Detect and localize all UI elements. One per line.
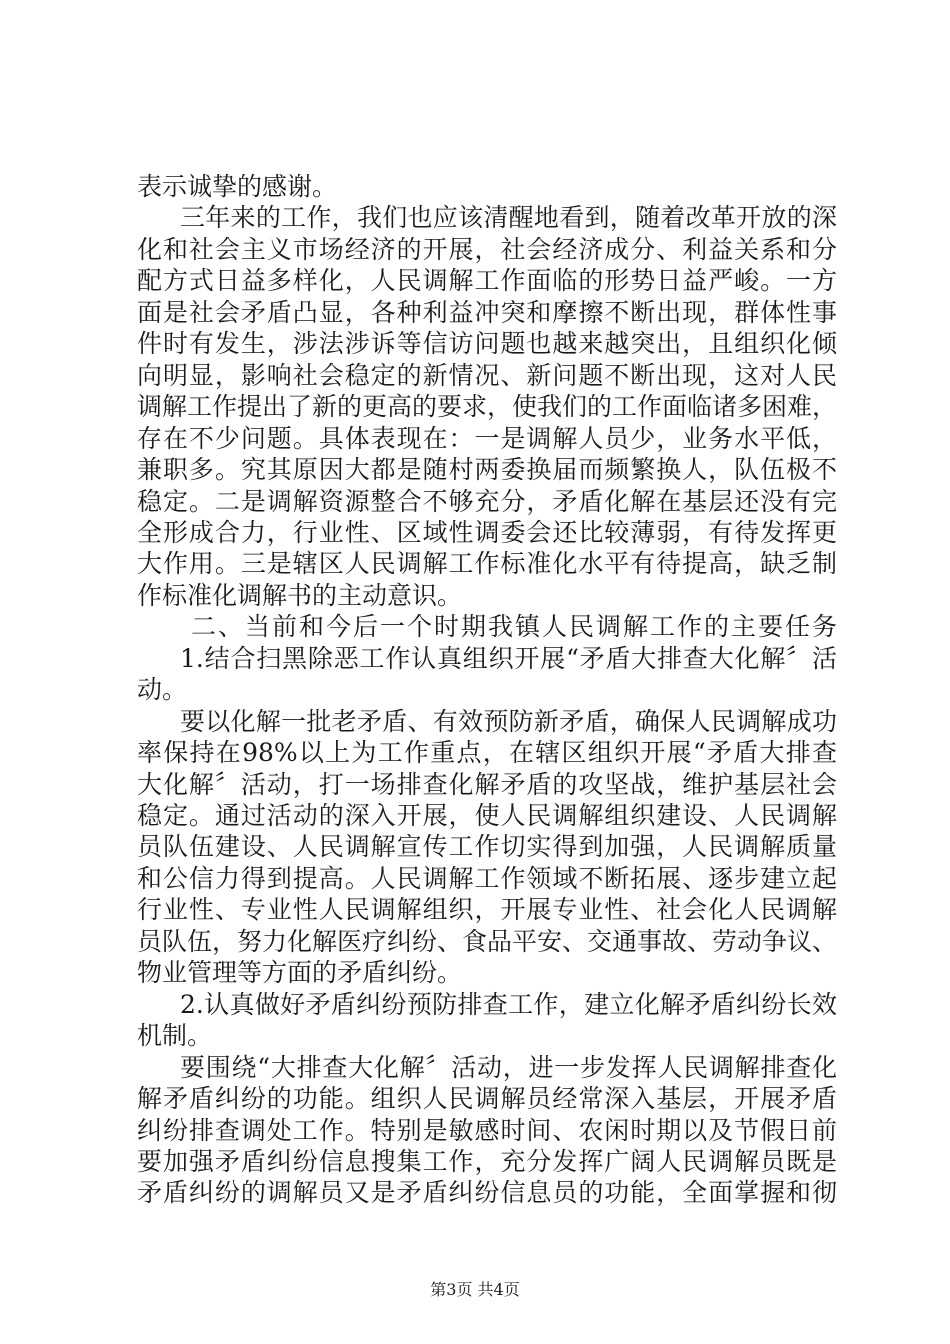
text-line: 三年来的工作，我们也应该清醒地看到，随着改革开放的深: [180, 203, 837, 232]
text-line: 物业管理等方面的矛盾纠纷。: [137, 958, 463, 987]
text-line: 率保持在98%以上为工作重点，在辖区组织开展“矛盾大排查: [137, 738, 837, 767]
text-line: 解矛盾纠纷的功能。组织人民调解员经常深入基层，开展矛盾: [137, 1084, 837, 1113]
text-line: 员队伍建设、人民调解宣传工作切实得到加强，人民调解质量: [137, 832, 837, 861]
text-line: 要以化解一批老矛盾、有效预防新矛盾，确保人民调解成功: [180, 707, 837, 736]
text-line: 调解工作提出了新的更高的要求，使我们的工作面临诸多困难，: [137, 392, 837, 421]
text-line: 二、当前和今后一个时期我镇人民调解工作的主要任务: [191, 612, 837, 641]
text-line: 2.认真做好矛盾纠纷预防排查工作，建立化解矛盾纠纷长效: [180, 990, 837, 1019]
text-line: 动。: [137, 675, 188, 704]
text-line: 面是社会矛盾凸显，各种利益冲突和摩擦不断出现，群体性事: [137, 298, 837, 327]
text-line: 全形成合力，行业性、区域性调委会还比较薄弱，有待发挥更: [137, 518, 837, 547]
text-line: 和公信力得到提高。人民调解工作领域不断拓展、逐步建立起: [137, 864, 837, 893]
text-line: 行业性、专业性人民调解组织，开展专业性、社会化人民调解: [137, 895, 837, 924]
text-line: 纠纷排查调处工作。特别是敏感时间、农闲时期以及节假日前: [137, 1116, 837, 1145]
text-line: 稳定。二是调解资源整合不够充分，矛盾化解在基层还没有完: [137, 487, 837, 516]
text-line: 作标准化调解书的主动意识。: [137, 581, 463, 610]
text-line: 要加强矛盾纠纷信息搜集工作，充分发挥广阔人民调解员既是: [137, 1147, 837, 1176]
text-line: 配方式日益多样化，人民调解工作面临的形势日益严峻。一方: [137, 266, 837, 295]
text-line: 件时有发生，涉法涉诉等信访问题也越来越突出，且组织化倾: [137, 329, 837, 358]
text-line: 大化解〞活动，打一场排查化解矛盾的攻坚战，维护基层社会: [137, 770, 837, 799]
text-line: 向明显，影响社会稳定的新情况、新问题不断出现，这对人民: [137, 361, 837, 390]
text-line: 要围绕“大排查大化解〞活动，进一步发挥人民调解排查化: [180, 1053, 837, 1082]
text-line: 稳定。通过活动的深入开展，使人民调解组织建设、人民调解: [137, 801, 837, 830]
text-line: 大作用。三是辖区人民调解工作标准化水平有待提高，缺乏制: [137, 549, 837, 578]
text-line: 矛盾纠纷的调解员又是矛盾纠纷信息员的功能，全面掌握和彻: [137, 1178, 837, 1207]
text-line: 1.结合扫黑除恶工作认真组织开展“矛盾大排查大化解〞活: [180, 644, 837, 673]
text-line: 存在不少问题。具体表现在：一是调解人员少，业务水平低，: [137, 424, 837, 453]
text-line: 表示诚挚的感谢。: [137, 172, 338, 201]
page-footer: 第3页 共4页: [430, 1280, 520, 1299]
text-line: 机制。: [137, 1021, 213, 1050]
text-line: 兼职多。究其原因大都是随村两委换届而频繁换人，队伍极不: [137, 455, 837, 484]
text-line: 化和社会主义市场经济的开展，社会经济成分、利益关系和分: [137, 235, 837, 264]
text-line: 员队伍，努力化解医疗纠纷、食品平安、交通事故、劳动争议、: [137, 927, 837, 956]
